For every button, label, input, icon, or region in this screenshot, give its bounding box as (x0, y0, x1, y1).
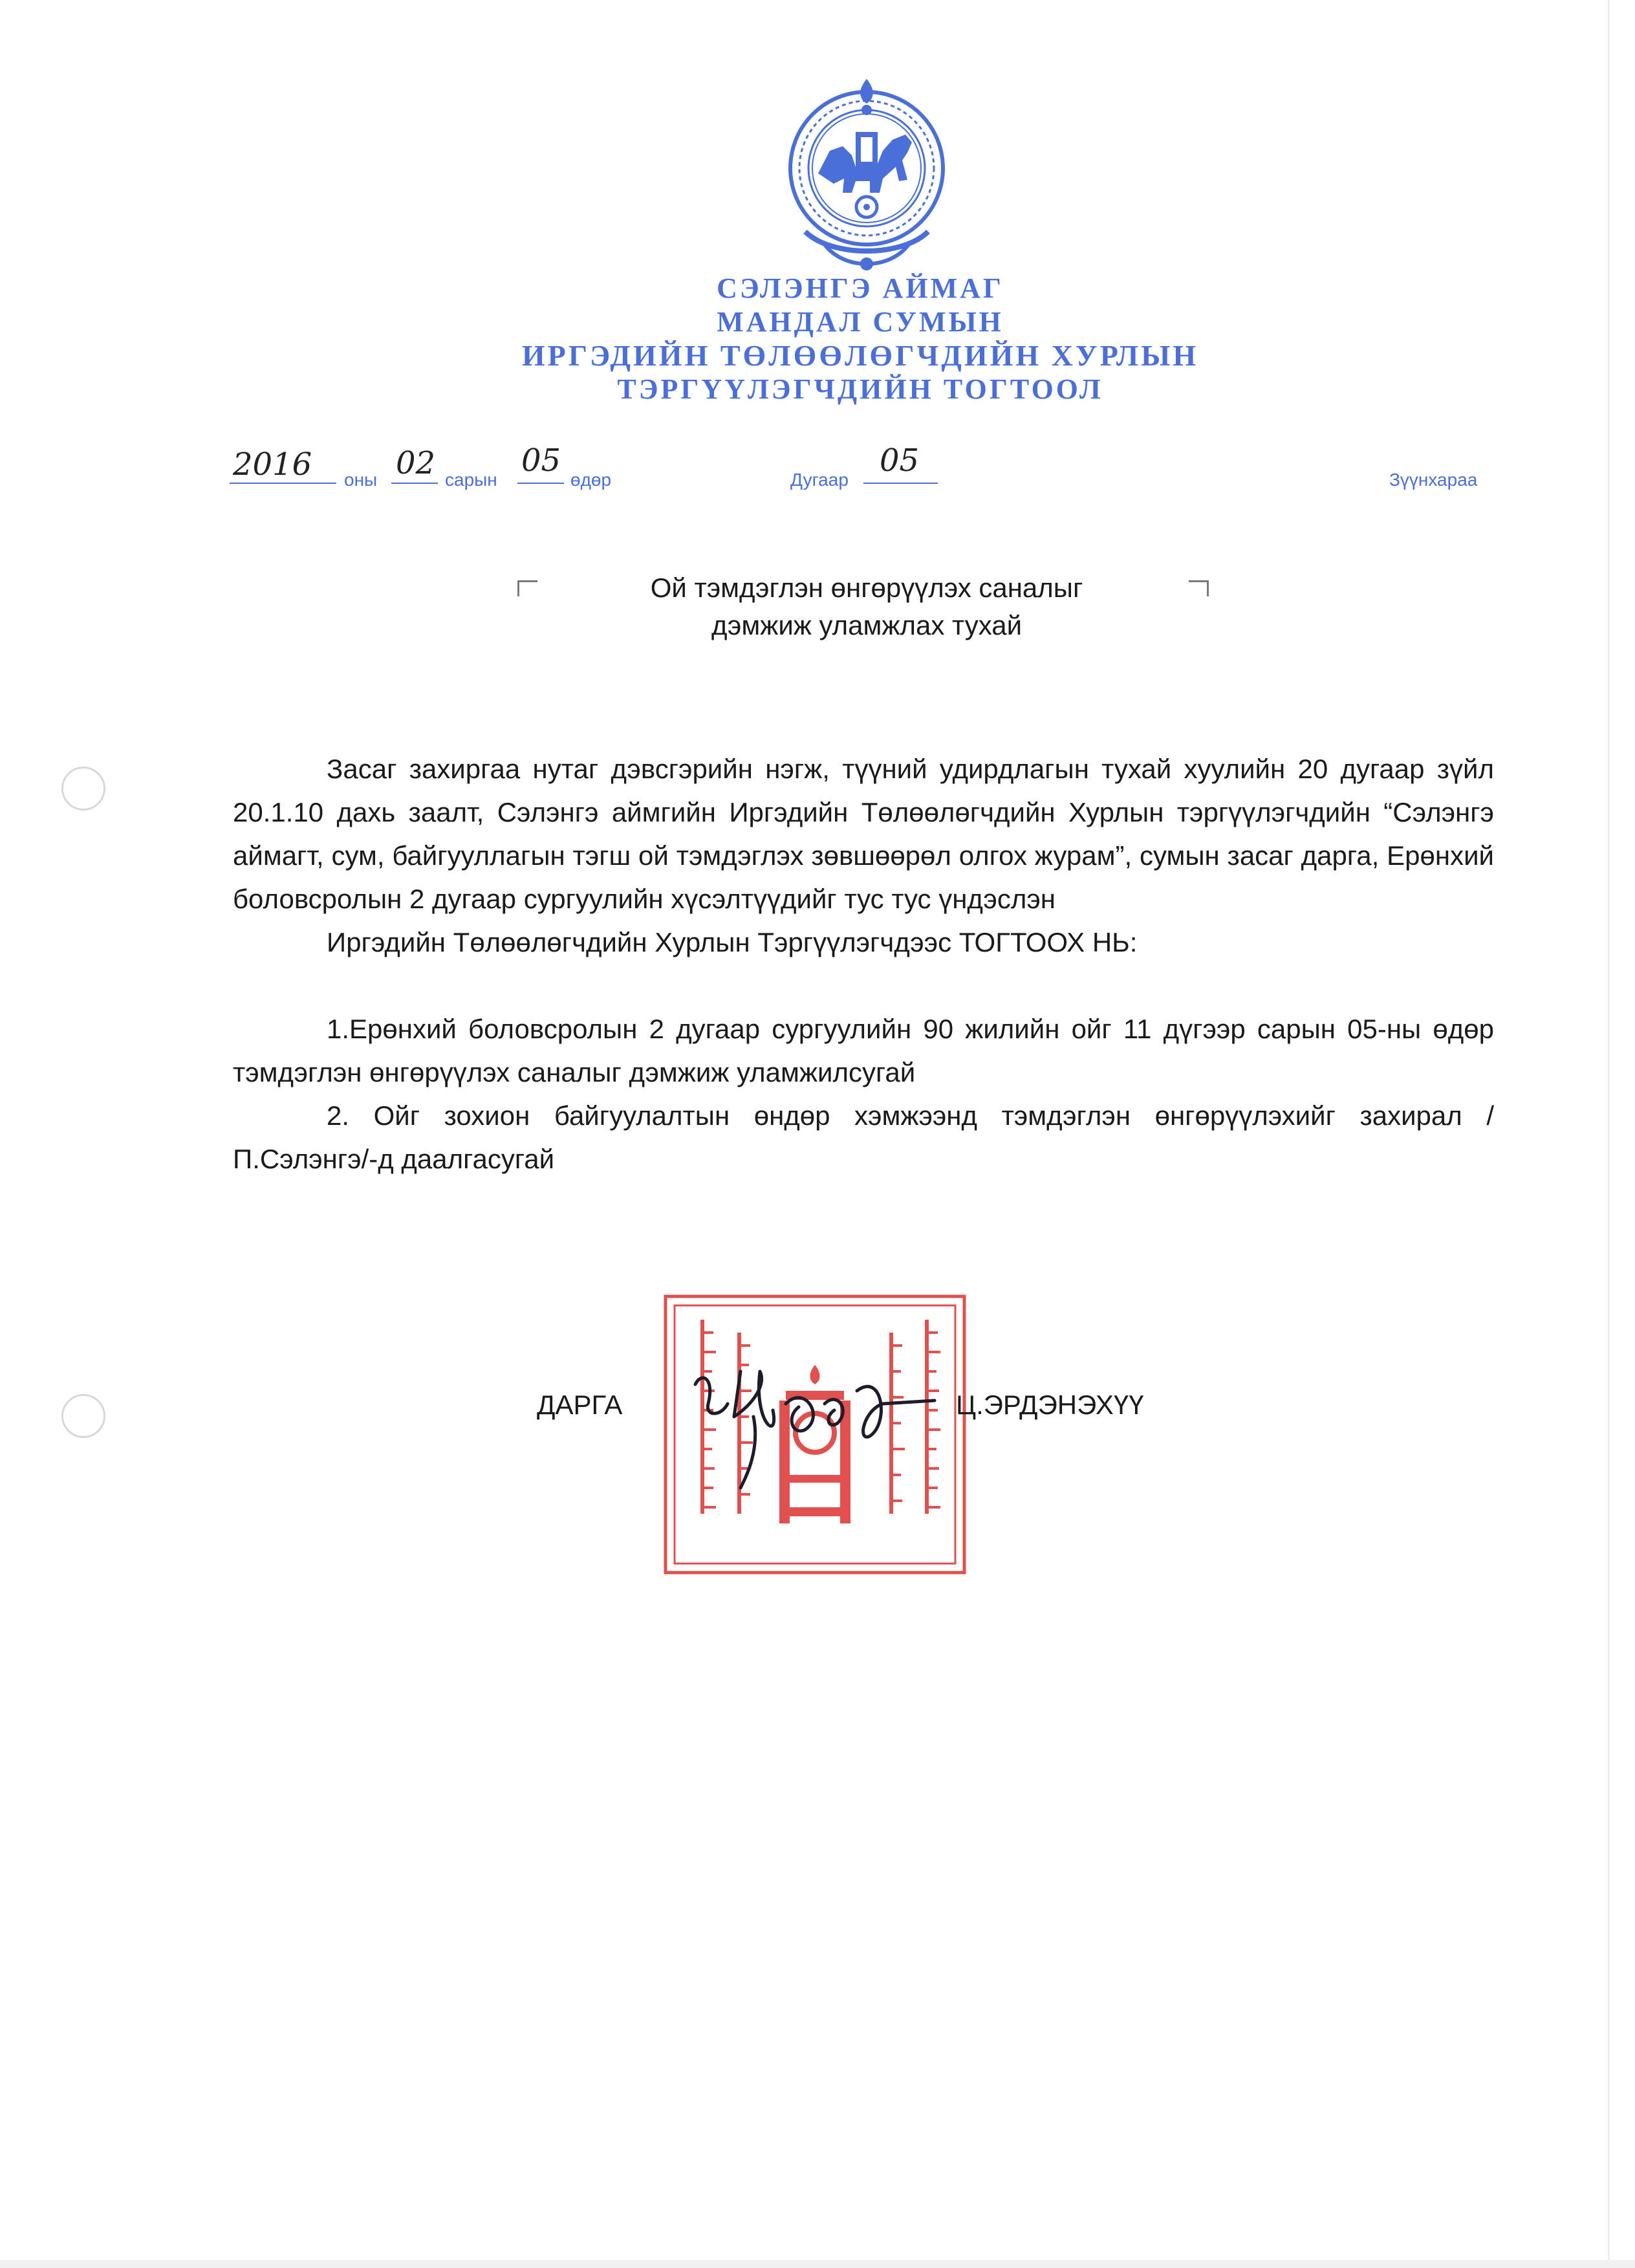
resolution-body (233, 747, 1494, 1181)
scan-edge (1608, 0, 1610, 2268)
signatory-name: Ц.ЭРДЭНЭХҮҮ (956, 1390, 1144, 1420)
day-label: өдөр (570, 470, 612, 490)
header-resolution: ТЭРГҮҮЛЭГЧДИЙН ТОГТООЛ (617, 373, 1103, 405)
subject-line-1: Ой тэмдэглэн өнгөрүүлэх саналыг (650, 572, 1083, 603)
year-label: оны (344, 470, 378, 490)
header-soum: МАНДАЛ СУМЫН (717, 306, 1004, 338)
resolution-item-2: 2. Ойг зохион байгуулалтын өндөр хэмжээнд тэмдэглэн өнгөрүүлэхийг захирал / П.Сэлэнгэ/-д даалгасугай (233, 1100, 1494, 1174)
preamble-paragraph: Засаг захиргаа нутаг дэвсгэрийн нэгж, түүний удирдлагын тухай хуулийн 20 дугаар зүйл 20.1.10 дахь заалт, Сэлэнгэ аймгийн Иргэдийн Төлөөлөгчдийн Хурлын тэргүүлэгчдийн “Сэлэнгэ аймагт, сум, байгууллагын тэгш ой тэмдэглэх зөвшөөрөл олгох журам”, сумын засаг дарга, Ерөнхий боловсролын 2 дугаар сургуулийн хүсэлтүүдийг тус тус үндэслэн (233, 754, 1494, 914)
resolution-item-1: 1.Ерөнхий боловсролын 2 дугаар сургуулийн 90 жилийн ойг 11 дүгээр сарын 05-ны өдөр тэмдэглэн өнгөрүүлэх саналыг дэмжиж уламжилсугай (233, 1014, 1494, 1087)
place-name: Зүүнхараа (1389, 470, 1478, 490)
number-handwritten: 05 (880, 442, 920, 479)
day-handwritten: 05 (521, 442, 561, 479)
number-label: Дугаар (790, 470, 849, 490)
document-header (362, 272, 1358, 406)
signatory-title: ДАРГА (537, 1390, 623, 1420)
resolve-paragraph: Иргэдийн Төлөөлөгчдийн Хурлын Тэргүүлэгчдээс ТОГТООХ НЬ: (327, 927, 1138, 957)
punch-hole-middle (61, 1394, 105, 1438)
punch-hole-top (61, 767, 105, 811)
month-handwritten: 02 (396, 445, 436, 481)
state-emblem-icon (779, 70, 954, 277)
handwritten-signature-icon (676, 1346, 947, 1501)
header-council: ИРГЭДИЙН ТӨЛӨӨЛӨГЧДИЙН ХУРЛЫН (521, 339, 1199, 372)
year-handwritten: 2016 (233, 446, 312, 483)
scan-bottom-edge (0, 2260, 1635, 2268)
header-province: СЭЛЭНГЭ АЙМАГ (717, 272, 1004, 304)
date-row (0, 442, 1635, 492)
subject-line-2: дэмжиж уламжлах тухай (711, 610, 1023, 640)
paragraph-gap (233, 964, 1494, 1007)
subject (517, 569, 1216, 644)
month-label: сарын (445, 470, 497, 490)
